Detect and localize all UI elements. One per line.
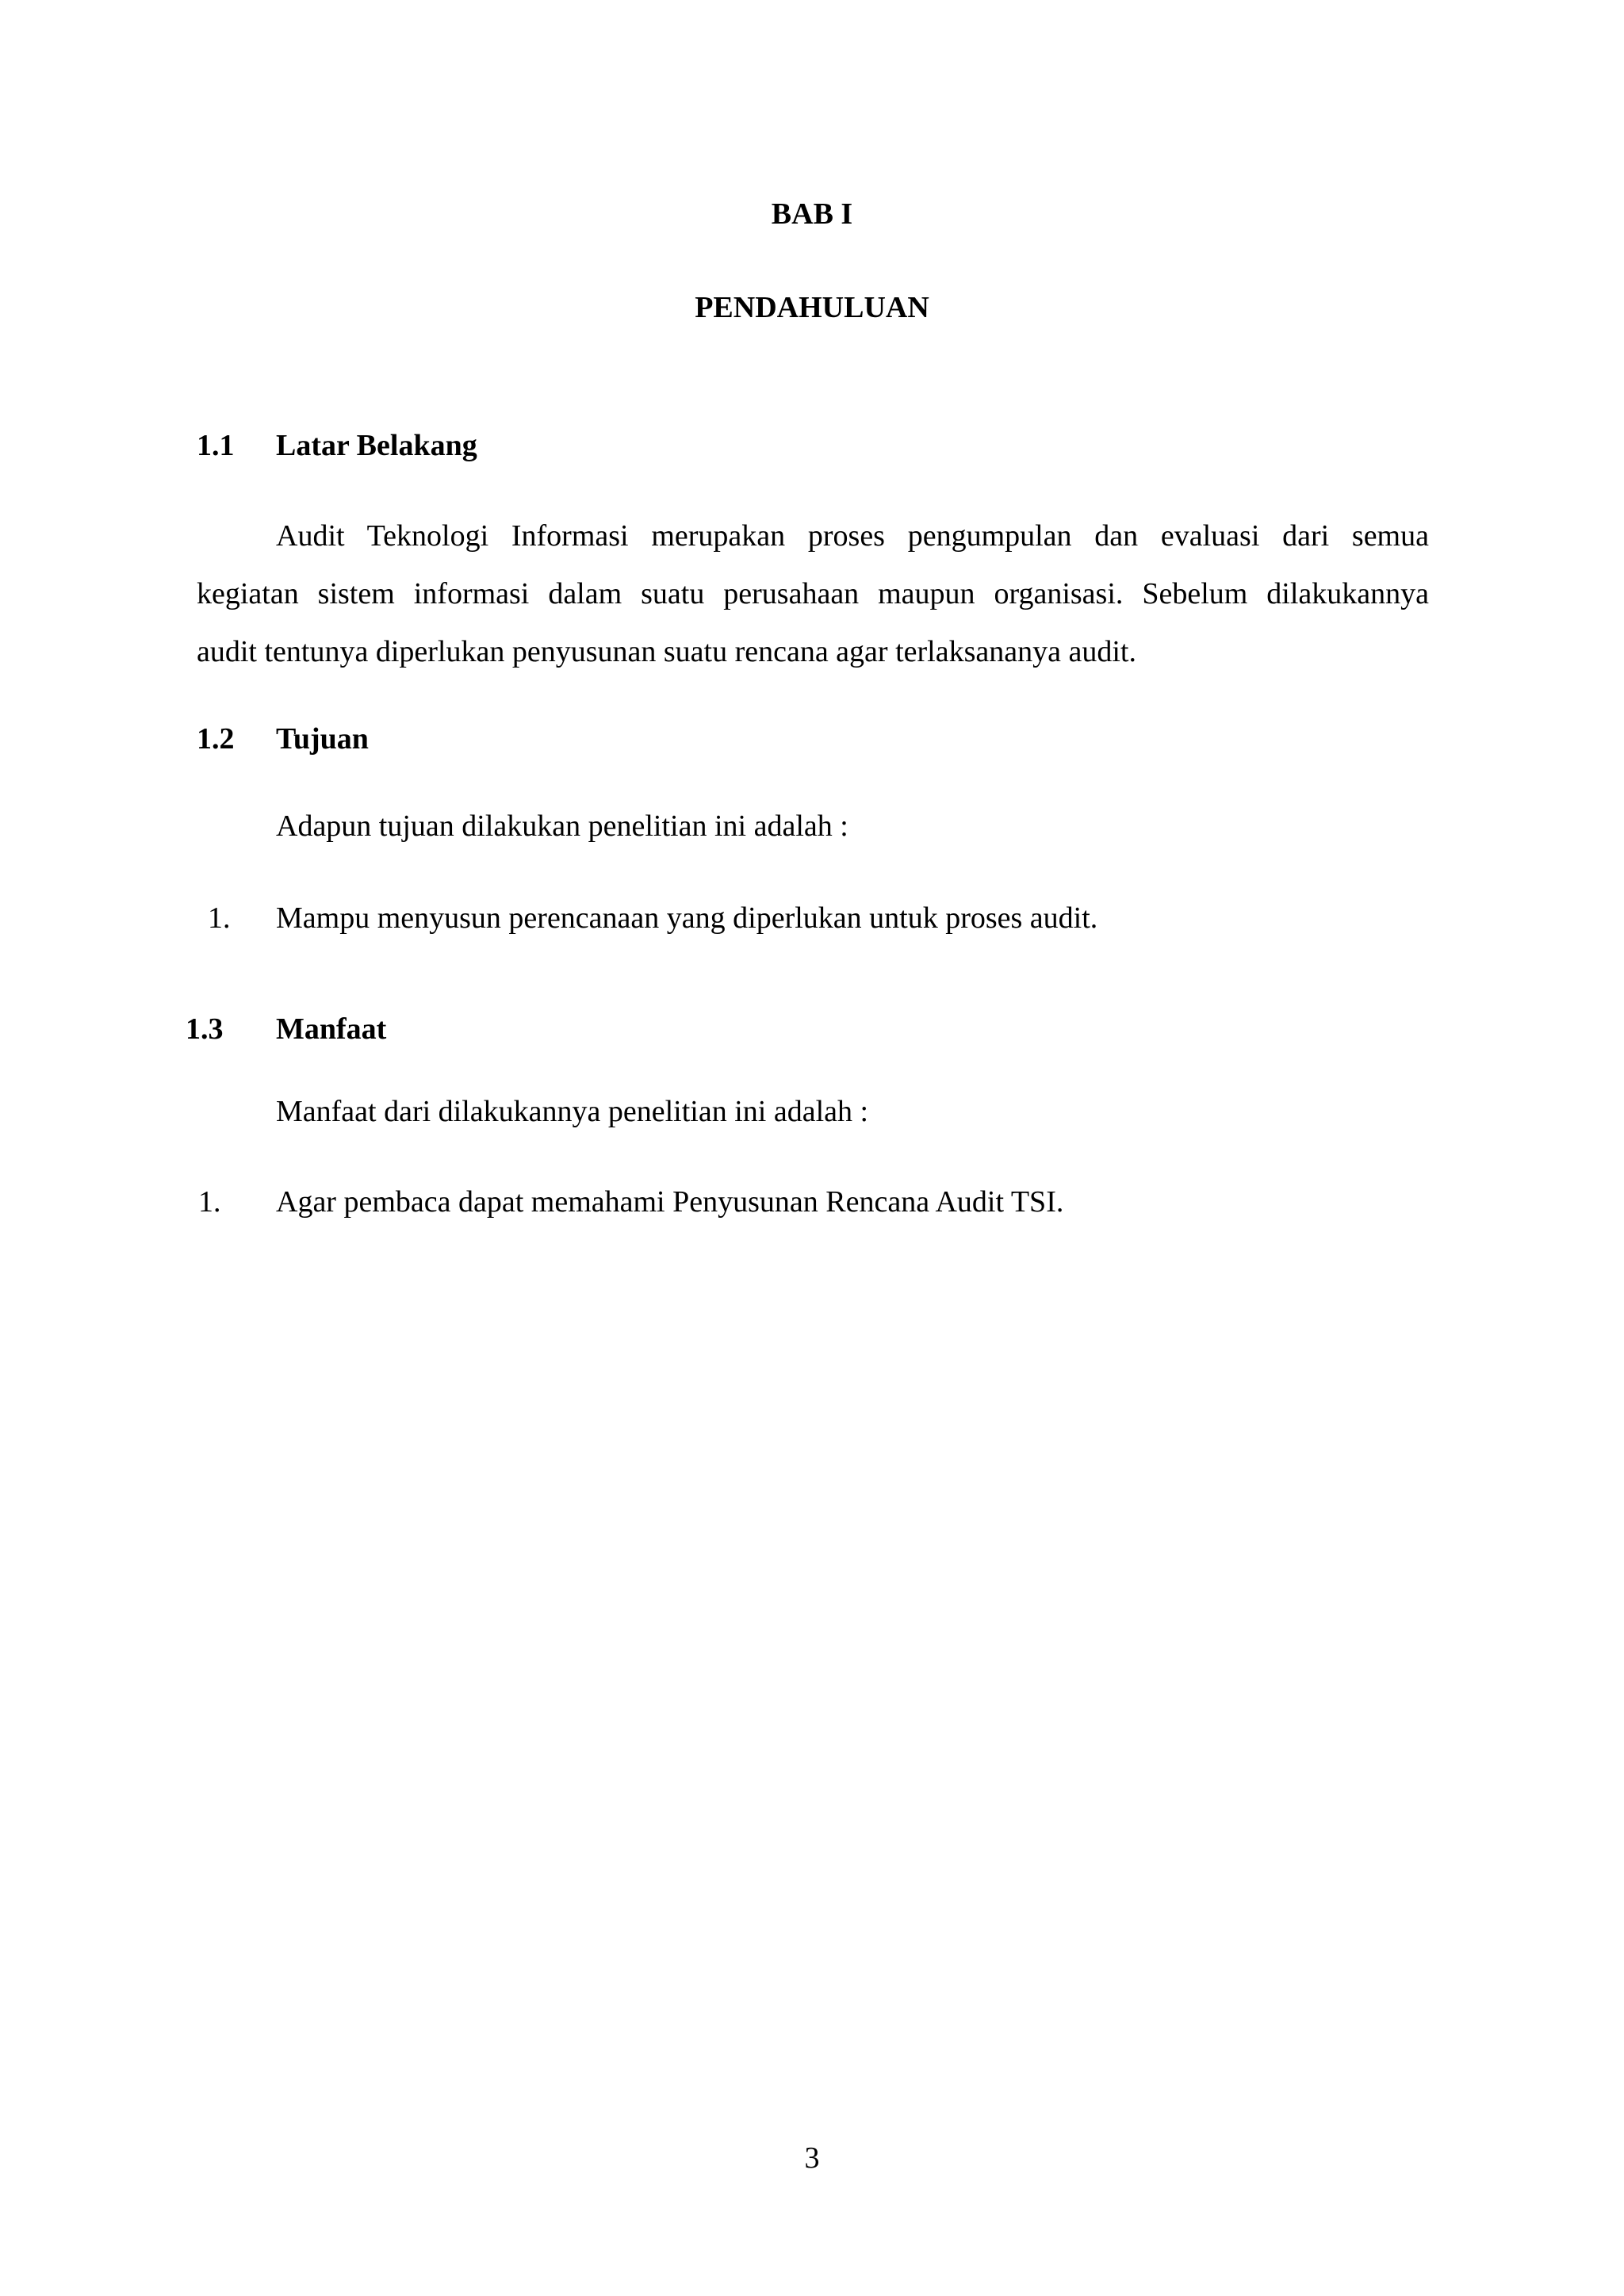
section-title-tujuan: Tujuan [276, 722, 369, 756]
section-title-latar-belakang: Latar Belakang [276, 429, 477, 462]
section-1-2-intro: Adapun tujuan dilakukan penelitian ini adalah : [276, 809, 848, 843]
page-number: 3 [804, 2141, 820, 2175]
paragraph-line: audit tentunya diperlukan penyusunan suatu rencana agar terlaksananya audit. [197, 635, 1136, 668]
section-1-3-intro: Manfaat dari dilakukannya penelitian ini adalah : [276, 1095, 869, 1128]
list-item-text: Mampu menyusun perencanaan yang diperlukan untuk proses audit. [276, 901, 1098, 935]
list-item-marker: 1. [208, 901, 231, 935]
paragraph-line: kegiatan sistem informasi dalam suatu perusahaan maupun organisasi. Sebelum dilakukannya [197, 577, 1429, 610]
chapter-label: BAB I [771, 197, 853, 231]
chapter-title: PENDAHULUAN [695, 291, 929, 324]
list-item-text: Agar pembaca dapat memahami Penyusunan Rencana Audit TSI. [276, 1185, 1064, 1219]
paragraph-line: Audit Teknologi Informasi merupakan proses pengumpulan dan evaluasi dari semua [276, 519, 1429, 553]
section-1-1-paragraph [197, 507, 1429, 681]
section-number-1-2: 1.2 [197, 722, 235, 756]
section-number-1-3: 1.3 [186, 1012, 224, 1046]
section-title-manfaat: Manfaat [276, 1012, 387, 1046]
list-item-marker: 1. [198, 1185, 221, 1219]
section-number-1-1: 1.1 [197, 429, 235, 462]
